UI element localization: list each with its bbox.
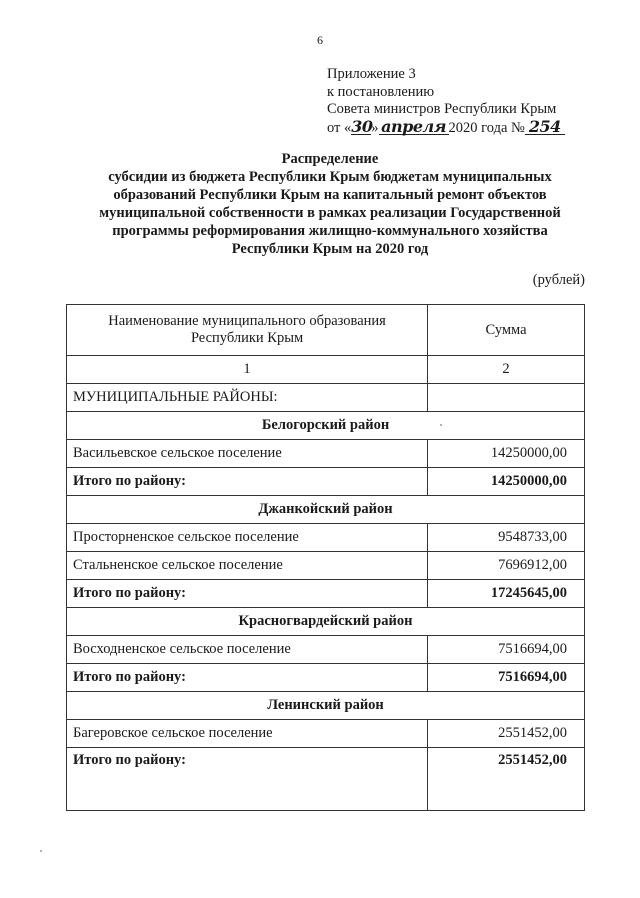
district-total-row [67, 468, 585, 496]
column-number-1: 1 [67, 356, 428, 384]
total-amount: 2551452,00 [428, 748, 585, 811]
header-name-line-2: Республики Крым [190, 330, 304, 346]
district-name: Джанкойский район [67, 496, 585, 524]
total-amount: 14250000,00 [428, 468, 585, 496]
settlement-amount: 14250000,00 [428, 440, 585, 468]
district-name: Белогорский район [67, 412, 585, 440]
district-name: Ленинский район [67, 692, 585, 720]
total-label: Итого по району: [67, 468, 428, 496]
header-name-cell [67, 305, 428, 356]
date-quote-close: » [371, 119, 379, 136]
appendix-line-2: к постановлению [327, 83, 435, 100]
units-label: (рублей) [532, 272, 585, 288]
title-heading: Распределение [281, 151, 379, 167]
appendix-block [327, 66, 565, 137]
district-total-row [67, 748, 585, 811]
column-number-row [67, 356, 585, 384]
title-line-5: Республики Крым на 2020 год [231, 241, 429, 257]
table-header-row [67, 305, 585, 356]
appendix-line-3: Совета министров Республики Крым [327, 101, 557, 117]
table-row [67, 720, 585, 748]
scan-speck [40, 850, 42, 852]
table-row [67, 524, 585, 552]
table-row [67, 552, 585, 580]
date-year: 2020 года № [448, 119, 525, 136]
district-header-row [67, 496, 585, 524]
appendix-line-1: Приложение 3 [327, 66, 416, 82]
settlement-name: Васильевское сельское поселение [67, 440, 428, 468]
decree-number-handwritten: 254 [525, 119, 565, 135]
settlement-name: Просторненское сельское поселение [67, 524, 428, 552]
total-amount: 17245645,00 [428, 580, 585, 608]
page-number: 6 [317, 33, 323, 47]
group-amount-empty [428, 384, 585, 412]
total-label: Итого по району: [67, 664, 428, 692]
settlement-name: Восходненское сельское поселение [67, 636, 428, 664]
title-line-1: субсидии из бюджета Республики Крым бюджетам муниципальных [108, 169, 552, 185]
total-label: Итого по району: [67, 748, 428, 811]
settlement-amount: 7516694,00 [428, 636, 585, 664]
district-name: Красногвардейский район [67, 608, 585, 636]
total-label: Итого по району: [67, 580, 428, 608]
table-row [67, 636, 585, 664]
title-line-3: муниципальной собственности в рамках реализации Государственной [99, 205, 561, 221]
group-label: МУНИЦИПАЛЬНЫЕ РАЙОНЫ: [67, 384, 428, 412]
title-line-4: программы реформирования жилищно-коммунального хозяйства [112, 223, 548, 239]
distribution-table [66, 304, 585, 811]
document-title [60, 150, 600, 258]
scan-speck [440, 424, 442, 426]
total-amount: 7516694,00 [428, 664, 585, 692]
title-line-2: образований Республики Крым на капитальный ремонт объектов [113, 187, 547, 203]
header-amount-cell: Сумма [428, 305, 585, 356]
district-total-row [67, 664, 585, 692]
header-name-line-1: Наименование муниципального образования [108, 313, 386, 329]
settlement-amount: 2551452,00 [428, 720, 585, 748]
district-total-row [67, 580, 585, 608]
settlement-amount: 9548733,00 [428, 524, 585, 552]
table-row [67, 440, 585, 468]
date-day-handwritten: 30 [351, 116, 373, 136]
appendix-date-line [327, 116, 565, 138]
settlement-name: Стальненское сельское поселение [67, 552, 428, 580]
district-header-row [67, 608, 585, 636]
district-header-row [67, 692, 585, 720]
group-row [67, 384, 585, 412]
district-header-row [67, 412, 585, 440]
date-month-handwritten: апреля [379, 119, 449, 135]
column-number-2: 2 [428, 356, 585, 384]
settlement-amount: 7696912,00 [428, 552, 585, 580]
settlement-name: Багеровское сельское поселение [67, 720, 428, 748]
date-prefix: от « [327, 119, 352, 136]
